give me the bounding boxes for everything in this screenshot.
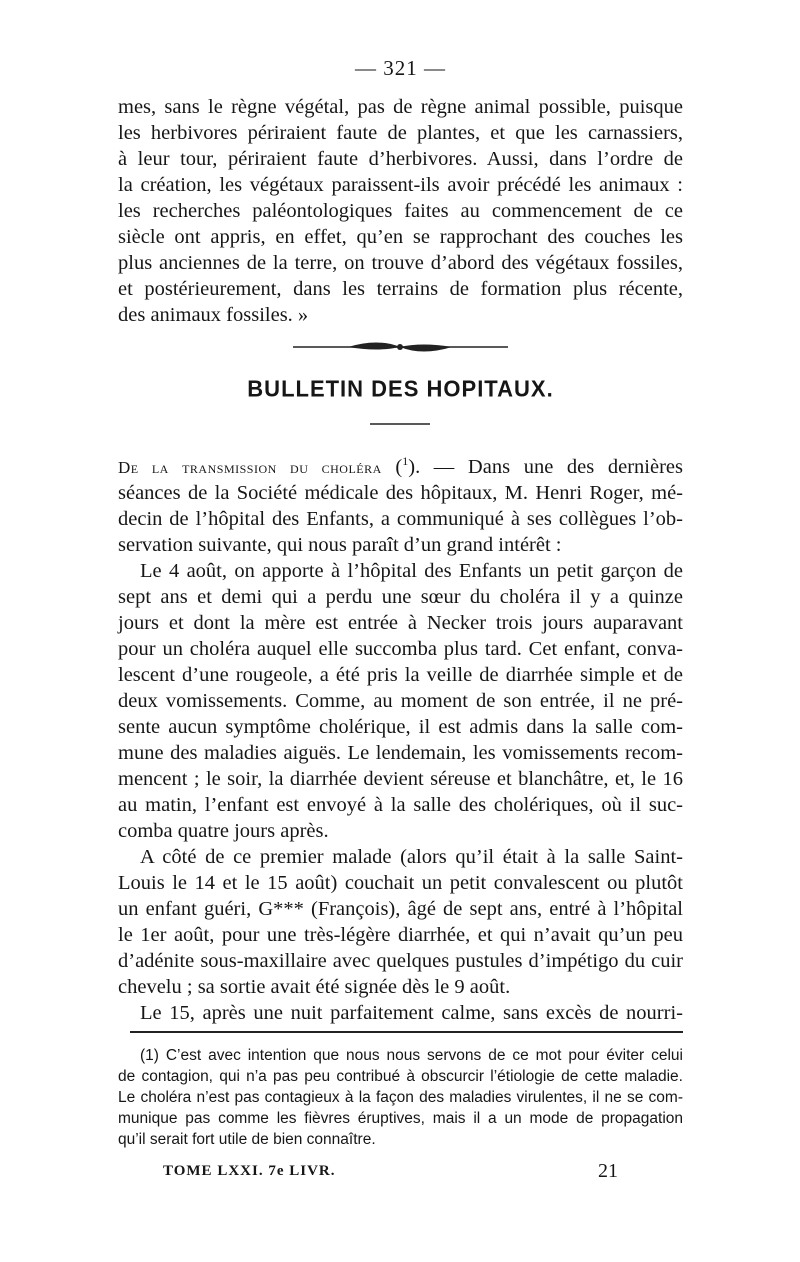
section-heading: BULLETIN DES HOPITAUX. [247, 375, 554, 402]
footnote-line: de contagion, qui n’a pas peu contribué à obscurcir l’étiologie de cette maladie. [118, 1068, 683, 1085]
intro-line: la création, les végétaux paraissent-ils avoir précédé les animaux : [118, 174, 683, 196]
intro-line: à leur tour, périraient faute d’herbivores. Aussi, dans l’ordre de [118, 148, 683, 170]
intro-line: des animaux fossiles. » [118, 304, 309, 326]
article-line: Le 15, après une nuit parfaitement calme, sans excès de nourri- [140, 1002, 683, 1024]
article-line: Louis le 14 et le 15 août) couchait un petit convalescent ou plutôt [118, 872, 683, 894]
ornament-divider-icon [118, 336, 683, 358]
page-number: — 321 — [355, 56, 446, 80]
article-line: deux vomissements. Comme, au moment de son entrée, il ne pré- [118, 690, 683, 712]
article-title: De la transmission du choléra [118, 458, 382, 477]
article-line: lescent d’une rougeole, a été pris la veille de diarrhée simple et de [118, 664, 683, 686]
intro-line: siècle ont appris, en effet, qu’en se rapprochant des couches les [118, 226, 683, 248]
article-line: séances de la Société médicale des hôpitaux, M. Henri Roger, mé- [118, 482, 683, 504]
article-line: sept ans et demi qui a perdu une sœur du choléra il y a quinze [118, 586, 683, 608]
article-line: le 1er août, pour une très-légère diarrhée, et qui n’avait qu’un peu [118, 924, 683, 946]
article-line: chevelu ; sa sortie avait été signée dès le 9 août. [118, 976, 511, 998]
intro-line: les herbivores périraient faute de plantes, et que les carnassiers, [118, 122, 683, 144]
article-line: sente aucun symptôme cholérique, il est admis dans la salle com- [118, 716, 683, 738]
article-line: pour un choléra auquel elle succomba plus tard. Cet enfant, conva- [118, 638, 683, 660]
signature-mark: TOME LXXI. 7e LIVR. [163, 1163, 336, 1179]
article-line: jours et dont la mère est entrée à Necker trois jours auparavant [118, 612, 683, 634]
article-line: A côté de ce premier malade (alors qu’il était à la salle Saint- [140, 846, 683, 868]
intro-line: les recherches paléontologiques faites au commencement de ce [118, 200, 683, 222]
intro-line: mes, sans le règne végétal, pas de règne animal possible, puisque [118, 96, 683, 118]
intro-line: et postérieurement, dans les terrains de formation plus récente, [118, 278, 683, 300]
article-line: un enfant guéri, G*** (François), âgé de sept ans, entré à l’hôpital [118, 898, 683, 920]
footnote-separator [130, 1031, 683, 1033]
article-line: au matin, l’enfant est envoyé à la salle des cholériques, où il suc- [118, 794, 683, 816]
footnote-line: qu’il serait fort utile de bien connaître. [118, 1131, 376, 1148]
footnote-reference: 1 [402, 454, 409, 469]
article-line: mune des maladies aiguës. Le lendemain, les vomissements recom- [118, 742, 683, 764]
article-line: comba quatre jours après. [118, 820, 329, 842]
article-line: d’adénite sous-maxillaire avec quelques pustules d’impétigo du cuir [118, 950, 683, 972]
article-line: servation suivante, qui nous paraît d’un grand intérêt : [118, 534, 562, 556]
footnote-first-line [140, 1046, 683, 1067]
article-line: mencent ; le soir, la diarrhée devient séreuse et blanchâtre, et, le 16 [118, 768, 683, 790]
small-rule-icon [118, 418, 683, 430]
sheet-number: 21 [598, 1160, 618, 1182]
intro-line: plus anciennes de la terre, on trouve d’abord des végétaux fossiles, [118, 252, 683, 274]
article-first-line: De la transmission du choléra ($^1$). — Dans une des dernières [118, 454, 683, 478]
article-line: decin de l’hôpital des Enfants, a communiqué à ses collègues l’ob- [118, 508, 683, 530]
article-first-line-rest: . — Dans une des dernières [415, 456, 683, 478]
footnote-line: munique pas comme les fièvres éruptives, mais il a un mode de propagation [118, 1110, 683, 1127]
footnote-marker: (1) [140, 1047, 159, 1064]
article-line: Le 4 août, on apporte à l’hôpital des Enfants un petit garçon de [140, 560, 683, 582]
footnote-line: Le choléra n’est pas contagieux à la façon des maladies virulentes, il ne se com- [118, 1089, 683, 1106]
footnote-line: C’est avec intention que nous nous servons de ce mot pour éviter celui [165, 1047, 683, 1064]
